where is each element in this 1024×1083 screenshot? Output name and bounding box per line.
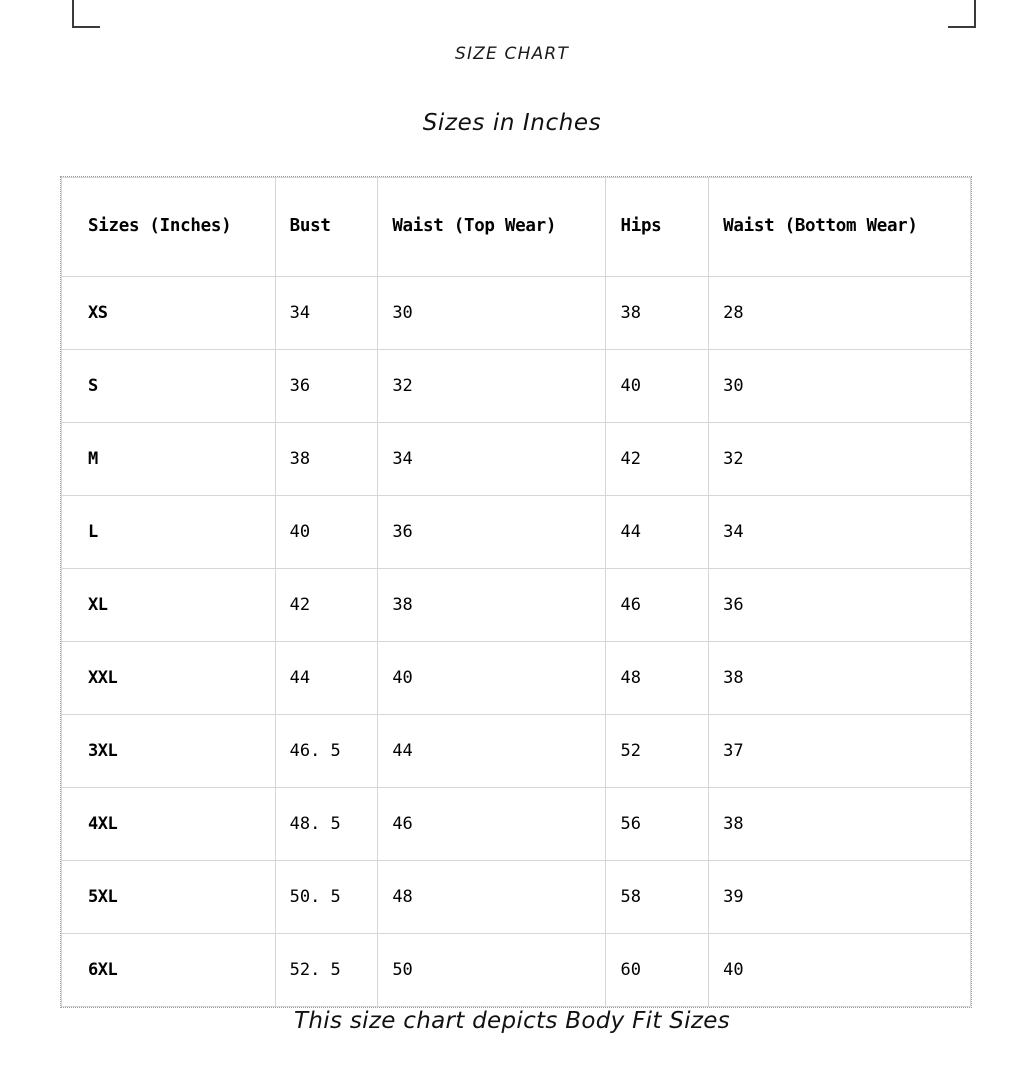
cell-size: 3XL (62, 715, 276, 788)
cell-bust: 42 (275, 569, 378, 642)
cell-bust: 36 (275, 350, 378, 423)
cell-size: 5XL (62, 861, 276, 934)
page-subtitle: Sizes in Inches (422, 110, 602, 136)
cell-waist-bottom: 36 (709, 569, 971, 642)
cell-bust: 38 (275, 423, 378, 496)
table-row (62, 423, 971, 496)
chart-footnote: This size chart depicts Body Fit Sizes (294, 1008, 730, 1034)
cell-hips: 42 (606, 423, 709, 496)
crop-mark-top-right (948, 0, 976, 28)
cell-waist-bottom: 38 (709, 788, 971, 861)
cell-hips: 58 (606, 861, 709, 934)
cell-waist-top: 46 (378, 788, 606, 861)
table-row (62, 861, 971, 934)
cell-waist-bottom: 28 (709, 277, 971, 350)
table-row (62, 788, 971, 861)
cell-waist-bottom: 38 (709, 642, 971, 715)
cell-waist-bottom: 37 (709, 715, 971, 788)
table-row (62, 496, 971, 569)
table-row (62, 277, 971, 350)
cell-waist-top: 40 (378, 642, 606, 715)
cell-waist-top: 34 (378, 423, 606, 496)
cell-hips: 52 (606, 715, 709, 788)
cell-waist-top: 32 (378, 350, 606, 423)
cell-waist-top: 44 (378, 715, 606, 788)
cell-waist-top: 38 (378, 569, 606, 642)
cell-size: XS (62, 277, 276, 350)
cell-hips: 60 (606, 934, 709, 1007)
cell-waist-top: 50 (378, 934, 606, 1007)
cell-bust: 48. 5 (275, 788, 378, 861)
cell-size: XXL (62, 642, 276, 715)
cell-hips: 44 (606, 496, 709, 569)
cell-bust: 40 (275, 496, 378, 569)
page-title: SIZE CHART (454, 44, 570, 64)
cell-size: M (62, 423, 276, 496)
cell-waist-bottom: 40 (709, 934, 971, 1007)
cell-size: 6XL (62, 934, 276, 1007)
crop-mark-top-left (72, 0, 100, 28)
cell-waist-bottom: 30 (709, 350, 971, 423)
table-row (62, 642, 971, 715)
cell-waist-top: 48 (378, 861, 606, 934)
cell-hips: 56 (606, 788, 709, 861)
table-row (62, 350, 971, 423)
cell-bust: 50. 5 (275, 861, 378, 934)
cell-waist-top: 30 (378, 277, 606, 350)
cell-size: XL (62, 569, 276, 642)
cell-size: S (62, 350, 276, 423)
table-row (62, 934, 971, 1007)
cell-size: 4XL (62, 788, 276, 861)
cell-hips: 40 (606, 350, 709, 423)
cell-waist-bottom: 32 (709, 423, 971, 496)
cell-waist-top: 36 (378, 496, 606, 569)
cell-bust: 34 (275, 277, 378, 350)
size-chart-table-container (60, 176, 972, 1008)
cell-waist-bottom: 39 (709, 861, 971, 934)
cell-bust: 46. 5 (275, 715, 378, 788)
cell-bust: 44 (275, 642, 378, 715)
cell-hips: 46 (606, 569, 709, 642)
column-header-waist-bottom: Waist (Bottom Wear) (709, 178, 971, 277)
column-header-bust: Bust (275, 178, 378, 277)
column-header-sizes: Sizes (Inches) (62, 178, 276, 277)
table-row (62, 569, 971, 642)
cell-size: L (62, 496, 276, 569)
cell-waist-bottom: 34 (709, 496, 971, 569)
column-header-waist-top: Waist (Top Wear) (378, 178, 606, 277)
column-header-hips: Hips (606, 178, 709, 277)
cell-hips: 38 (606, 277, 709, 350)
table-header-row (62, 178, 971, 277)
size-chart-table (61, 177, 971, 1007)
cell-bust: 52. 5 (275, 934, 378, 1007)
table-row (62, 715, 971, 788)
cell-hips: 48 (606, 642, 709, 715)
